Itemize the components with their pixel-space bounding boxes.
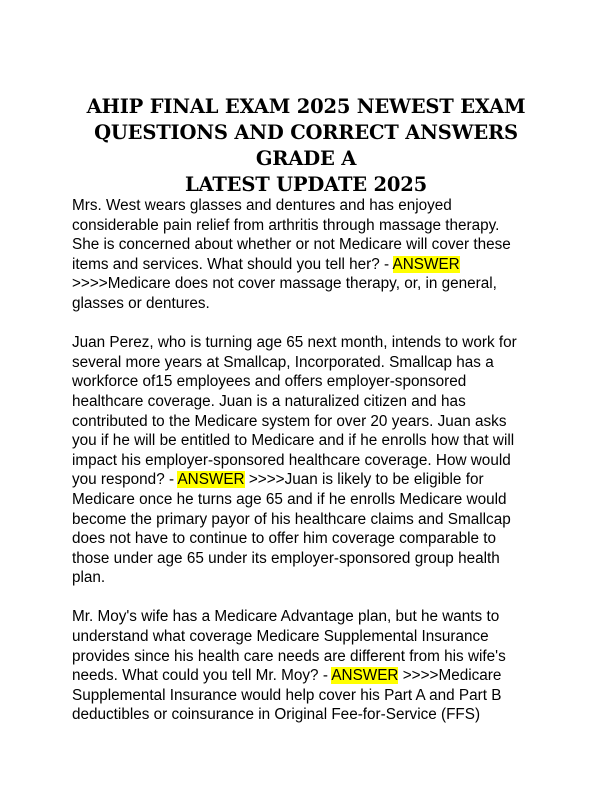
text-line: >>>>Medicare does not cover massage therapy, or, in general, — [72, 275, 497, 293]
document-title — [60, 94, 552, 198]
document-body — [72, 196, 552, 745]
question-answer-1 — [72, 196, 552, 314]
text-line: does not have to continue to offer him coverage comparable to — [72, 530, 497, 548]
text-line: contributed to the Medicare system for over 20 years. Juan asks — [72, 412, 507, 430]
text-line: plan. — [72, 569, 106, 587]
title-line: AHIP FINAL EXAM 2025 NEWEST EXAM — [86, 95, 526, 118]
text-line: workforce of15 employees and offers employer-sponsored — [72, 373, 467, 391]
text-line: Medicare once he turns age 65 and if he enrolls Medicare would — [72, 490, 507, 508]
text-line: healthcare coverage. Juan is a naturalized citizen and has — [72, 392, 466, 410]
text-line: several more years at Smallcap, Incorporated. Smallcap has a — [72, 353, 494, 371]
text-line: >>>>Medicare — [398, 667, 502, 685]
text-line: items and services. What should you tell her? - — [72, 255, 393, 273]
text-line: you if he will be entitled to Medicare and if he enrolls how that will — [72, 432, 515, 450]
text-line: become the primary payor of his healthcare claims and Smallcap — [72, 510, 511, 528]
text-line: provides since his health care needs are different from his wife's — [72, 647, 506, 665]
title-line: LATEST UPDATE 2025 — [184, 173, 427, 196]
text-line: Juan Perez, who is turning age 65 next month, intends to work for — [72, 334, 517, 352]
text-line: deductibles or coinsurance in Original Fee-for-Service (FFS) — [72, 706, 481, 724]
text-line: She is concerned about whether or not Medicare will cover these — [72, 236, 511, 254]
answer-highlight: ANSWER — [177, 471, 245, 489]
text-line: glasses or dentures. — [72, 294, 210, 312]
text-line: Supplemental Insurance would help cover his Part A and Part B — [72, 686, 502, 704]
text-line: you respond? - — [72, 471, 178, 489]
question-answer-3 — [72, 607, 552, 725]
title-line: QUESTIONS AND CORRECT ANSWERS GRADE A — [94, 121, 518, 170]
answer-highlight: ANSWER — [331, 667, 399, 685]
text-line: considerable pain relief from arthritis through massage therapy. — [72, 216, 500, 234]
text-line: impact his employer-sponsored healthcare coverage. How would — [72, 451, 511, 469]
text-line: Mr. Moy's wife has a Medicare Advantage plan, but he wants to — [72, 608, 500, 626]
text-line: understand what coverage Medicare Supplemental Insurance — [72, 628, 489, 646]
text-line: needs. What could you tell Mr. Moy? - — [72, 667, 332, 685]
text-line: >>>>Juan is likely to be eligible for — [244, 471, 484, 489]
question-answer-2 — [72, 333, 552, 588]
text-line: those under age 65 under its employer-sponsored group health — [72, 549, 500, 567]
text-line: Mrs. West wears glasses and dentures and has enjoyed — [72, 197, 452, 214]
answer-highlight: ANSWER — [392, 255, 460, 273]
